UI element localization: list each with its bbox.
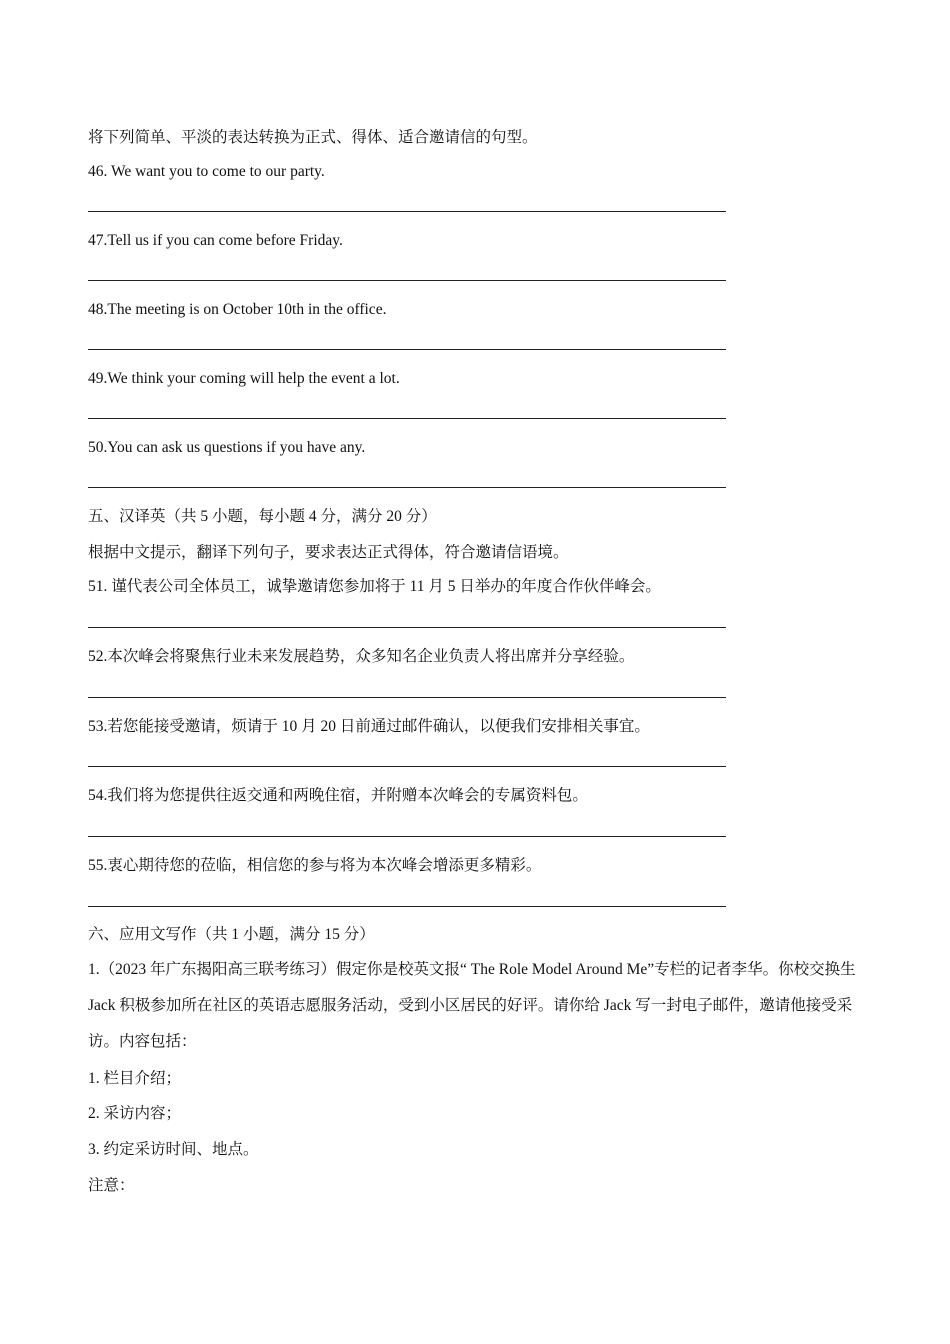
section4-instruction: 将下列简单、平淡的表达转换为正式、得体、适合邀请信的句型。 bbox=[88, 129, 538, 146]
section5-instruction: 根据中文提示，翻译下列句子，要求表达正式得体，符合邀请信语境。 bbox=[88, 544, 569, 561]
section6-heading: 六、应用文写作（共 1 小题，满分 15 分） bbox=[88, 926, 375, 943]
writing-prompt: 1.（2023 年广东揭阳高三联考练习）假定你是校英文报“ The Role Model Around Me”专栏的记者李华。你校交换生 Jack 积极参加所在社区的英语志愿服务活动，受到小区居民的好评。请你给 Jack 写一封电子邮件，邀请他接受采访。内容包括： bbox=[88, 961, 856, 1050]
answer-line-51[interactable] bbox=[88, 627, 726, 628]
question-49: 49.We think your coming will help the event a lot. bbox=[88, 370, 400, 387]
answer-line-50[interactable] bbox=[88, 487, 726, 488]
answer-line-46[interactable] bbox=[88, 211, 726, 212]
answer-line-53[interactable] bbox=[88, 766, 726, 767]
question-54: 54.我们将为您提供往返交通和两晚住宿，并附赠本次峰会的专属资料包。 bbox=[88, 787, 588, 804]
question-55: 55.衷心期待您的莅临，相信您的参与将为本次峰会增添更多精彩。 bbox=[88, 857, 542, 874]
content-item-3: 3. 约定采访时间、地点。 bbox=[88, 1141, 259, 1158]
content-item-1: 1. 栏目介绍； bbox=[88, 1070, 182, 1087]
answer-line-52[interactable] bbox=[88, 697, 726, 698]
answer-line-47[interactable] bbox=[88, 280, 726, 281]
note-label: 注意： bbox=[88, 1177, 135, 1194]
answer-line-49[interactable] bbox=[88, 418, 726, 419]
section5-heading: 五、汉译英（共 5 小题，每小题 4 分，满分 20 分） bbox=[88, 508, 437, 525]
question-51: 51. 谨代表公司全体员工，诚挚邀请您参加将于 11 月 5 日举办的年度合作伙伴峰会。 bbox=[88, 578, 661, 595]
question-50: 50.You can ask us questions if you have any. bbox=[88, 439, 366, 456]
question-48: 48.The meeting is on October 10th in the office. bbox=[88, 301, 387, 318]
answer-line-48[interactable] bbox=[88, 349, 726, 350]
question-46: 46. We want you to come to our party. bbox=[88, 163, 325, 180]
question-52: 52.本次峰会将聚焦行业未来发展趋势，众多知名企业负责人将出席并分享经验。 bbox=[88, 648, 635, 665]
answer-line-54[interactable] bbox=[88, 836, 726, 837]
answer-line-55[interactable] bbox=[88, 906, 726, 907]
content-item-2: 2. 采访内容； bbox=[88, 1105, 182, 1122]
question-53: 53.若您能接受邀请，烦请于 10 月 20 日前通过邮件确认，以便我们安排相关事宜。 bbox=[88, 718, 650, 735]
question-47: 47.Tell us if you can come before Friday. bbox=[88, 232, 343, 249]
